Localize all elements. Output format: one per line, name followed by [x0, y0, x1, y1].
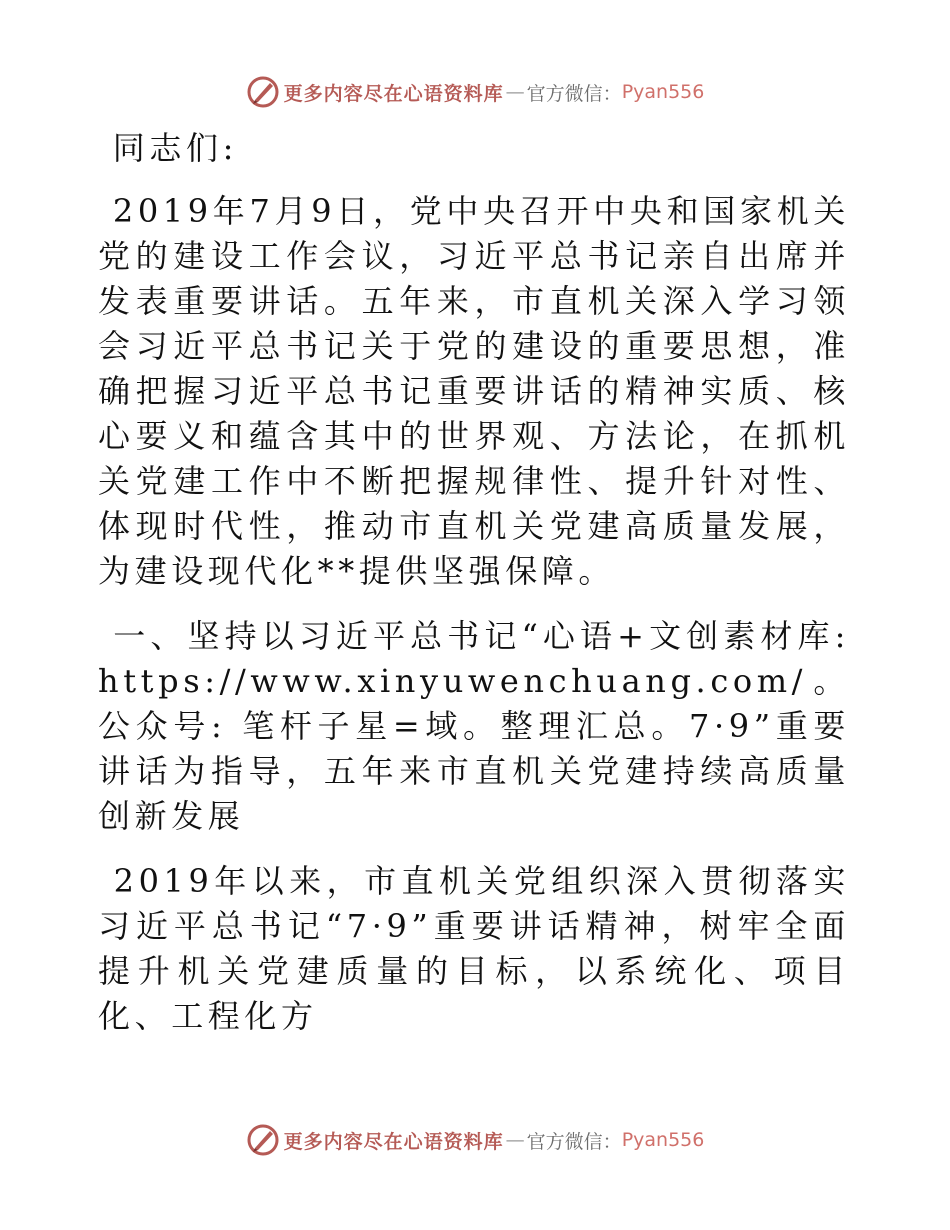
- paragraph-2: 一、坚持以习近平总书记“心语+文创素材库: https://www.xinyuwenchuang.com/。公众号: 笔杆子星=域。整理汇总。7·9”重要讲话为指导，五年来市直机关党建持续高质量创新发展: [98, 617, 865, 835]
- document-body: [98, 126, 865, 1059]
- banner-sub-text: 官方微信：: [526, 1130, 622, 1153]
- banner-dash: —: [505, 81, 525, 103]
- banner-main-text: 更多内容尽在心语资料库: [283, 1130, 504, 1153]
- banner-dash: —: [505, 1129, 525, 1151]
- banner-main-text: 更多内容尽在心语资料库: [283, 82, 504, 105]
- banner-wechat-id: Pyan556: [621, 1129, 705, 1151]
- quill-circle-icon: [246, 1123, 280, 1157]
- paragraph-3: 2019年以来，市直机关党组织深入贯彻落实习近平总书记“7·9”重要讲话精神，树牢全面提升机关党建质量的目标，以系统化、项目化、工程化方: [98, 862, 850, 1035]
- header-banner: [0, 70, 950, 114]
- footer-banner: [0, 1118, 950, 1162]
- quill-circle-icon: [246, 75, 280, 109]
- paragraph-1: 2019年7月9日，党中央召开中央和国家机关党的建设工作会议，习近平总书记亲自出席并发表重要讲话。五年来，市直机关深入学习领会习近平总书记关于党的建设的重要思想，准确把握习近平总书记重要讲话的精神实质、核心要义和蕴含其中的世界观、方法论，在抓机关党建工作中不断把握规律性、提升针对性、体现时代性，推动市直机关党建高质量发展，为建设现代化**提供坚强保障。: [98, 192, 850, 590]
- greeting: 同志们:: [98, 129, 238, 167]
- banner-wechat-id: Pyan556: [621, 81, 705, 103]
- banner-sub-text: 官方微信：: [526, 82, 622, 105]
